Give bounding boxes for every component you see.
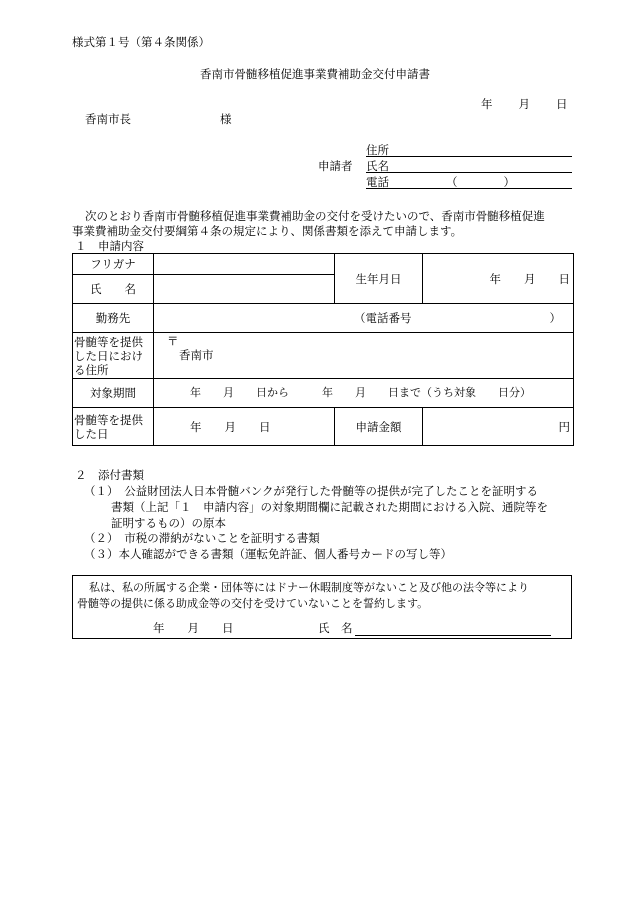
addressee-name: 香南市長 bbox=[85, 112, 131, 126]
address-label-line-2: した日におけ bbox=[74, 348, 143, 363]
date-line bbox=[481, 96, 568, 112]
period-value[interactable]: 年 月 日から 年 月 日まで（うち対象 日分） bbox=[154, 379, 574, 408]
declaration-date[interactable]: 年 月 日 bbox=[153, 621, 234, 635]
attachment-3: （３）本人確認ができる書類（運転免許証、個人番号カードの写し等） bbox=[84, 547, 452, 561]
workplace-phone[interactable]: （電話番号 ） bbox=[154, 304, 574, 333]
attachment-1-line-3: 証明するもの）の原本 bbox=[111, 516, 226, 530]
amount-value[interactable]: 円 bbox=[423, 408, 574, 446]
address-label-line-3: る住所 bbox=[74, 362, 109, 377]
furigana-label: フリガナ bbox=[73, 254, 154, 275]
section2-heading: ２ 添付書類 bbox=[75, 468, 144, 482]
address-label bbox=[73, 333, 154, 379]
form-id: 様式第１号（第４条関係） bbox=[72, 35, 210, 49]
address-label-line-1: 骨髄等を提供 bbox=[74, 334, 143, 349]
furigana-field[interactable] bbox=[154, 254, 335, 275]
attachment-1-line-1: （１） 公益財団法人日本骨髄バンクが発行した骨髄等の提供が完了したことを証明する bbox=[84, 484, 539, 498]
declaration-name-label: 氏 名 bbox=[318, 621, 353, 635]
document-title: 香南市骨髄移植促進事業費補助金交付申請書 bbox=[200, 67, 430, 81]
intro-line-2: 事業費補助金交付要綱第４条の規定により、関係書類を添えて申請します。 bbox=[72, 224, 463, 238]
amount-label: 申請金額 bbox=[335, 408, 423, 446]
provision-date-value[interactable]: 年 月 日 bbox=[154, 408, 335, 446]
date-day: 日 bbox=[556, 97, 568, 111]
declaration-line-1: 私は、私の所属する企業・団体等にはドナー休暇制度等がないこと及び他の法令等により bbox=[89, 581, 529, 594]
provision-date-label-line-2: した日 bbox=[74, 426, 109, 441]
applicant-phone-label: 電話 bbox=[366, 175, 389, 189]
address-field[interactable] bbox=[154, 333, 574, 379]
declaration-signature-line[interactable] bbox=[355, 635, 551, 636]
period-label: 対象期間 bbox=[73, 379, 154, 408]
birthdate-label: 生年月日 bbox=[335, 254, 423, 304]
declaration-line-2: 骨髄等の提供に係る助成金等の交付を受けていないことを誓約します。 bbox=[77, 597, 429, 610]
declaration-box bbox=[72, 575, 572, 639]
section1-heading: １ 申請内容 bbox=[75, 239, 144, 253]
attachment-2: （２） 市税の滞納がないことを証明する書類 bbox=[84, 531, 320, 545]
applicant-address-label: 住所 bbox=[366, 143, 389, 157]
applicant-label: 申請者 bbox=[318, 159, 353, 173]
workplace-label: 勤務先 bbox=[73, 304, 154, 333]
provision-date-label-line-1: 骨髄等を提供 bbox=[74, 412, 143, 427]
addressee-honorific: 様 bbox=[220, 112, 232, 126]
date-month: 月 bbox=[518, 97, 530, 111]
attachment-1-line-2: 書類（上記「１ 申請内容」の対象期間欄に記載された期間における入院、通院等を bbox=[111, 500, 548, 514]
name-label: 氏 名 bbox=[73, 275, 154, 304]
name-field[interactable] bbox=[154, 275, 335, 304]
application-table bbox=[72, 253, 574, 446]
applicant-name-label: 氏名 bbox=[366, 159, 389, 173]
intro-line-1: 次のとおり香南市骨髄移植促進事業費補助金の交付を受けたいので、香南市骨髄移植促進 bbox=[85, 209, 545, 223]
applicant-phone-paren: （ ） bbox=[446, 175, 515, 189]
postal-mark: 〒 bbox=[167, 334, 179, 348]
birthdate-value[interactable]: 年 月 日 bbox=[423, 254, 574, 304]
provision-date-label bbox=[73, 408, 154, 446]
date-year: 年 bbox=[481, 97, 493, 111]
address-city: 香南市 bbox=[179, 348, 214, 362]
